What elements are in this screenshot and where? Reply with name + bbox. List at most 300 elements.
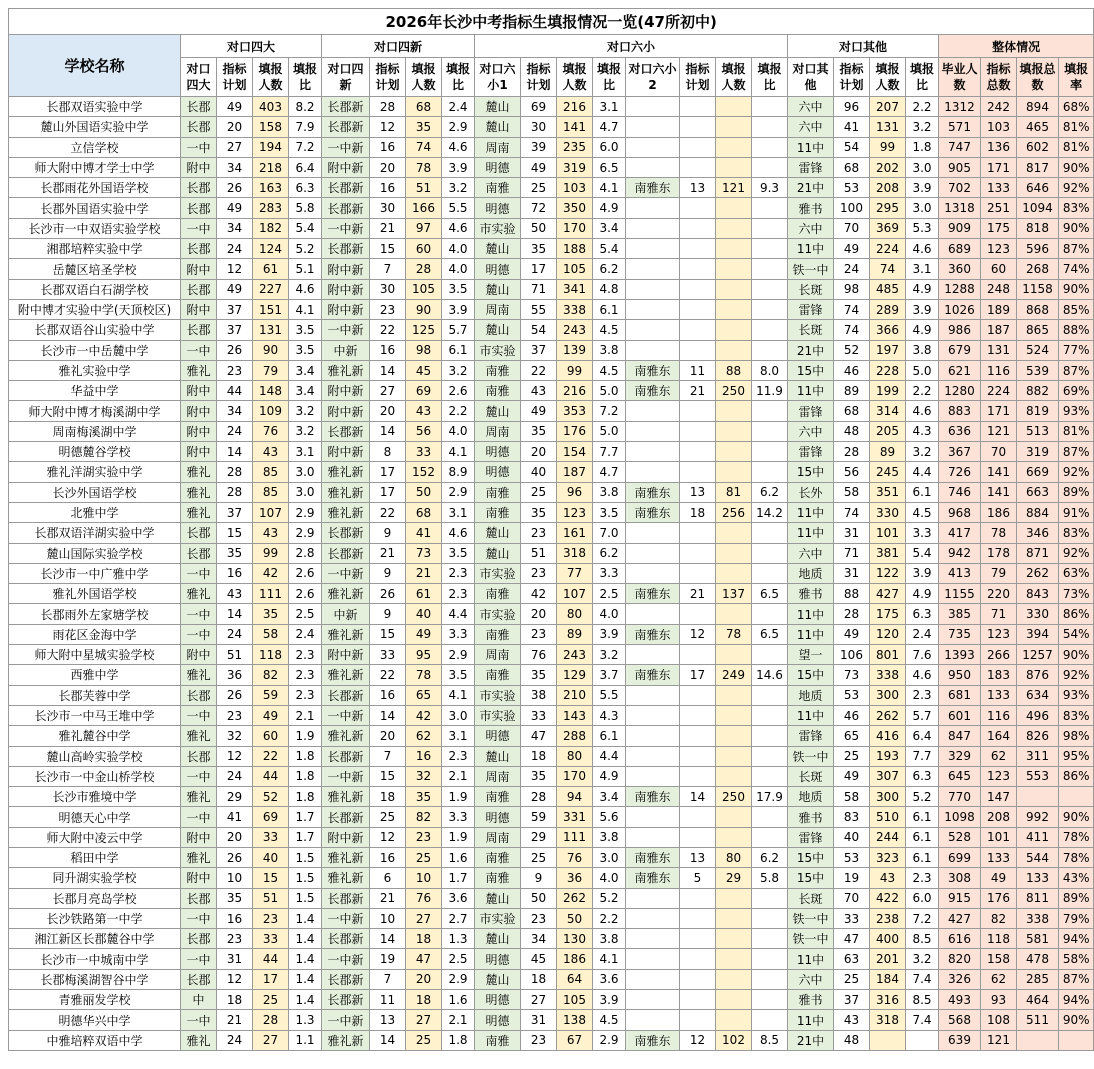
table-cell: 4.1 — [593, 949, 626, 969]
table-cell: 224 — [870, 239, 906, 259]
table-cell: 11中 — [788, 523, 834, 543]
table-cell: 26 — [370, 584, 406, 604]
table-cell — [716, 908, 752, 928]
table-cell: 12 — [680, 624, 716, 644]
table-cell: 3.0 — [289, 482, 322, 502]
table-cell: 46 — [834, 360, 870, 380]
table-cell: 218 — [253, 157, 289, 177]
table-cell: 7 — [370, 969, 406, 989]
table-cell: 麓山 — [475, 239, 521, 259]
table-cell: 93% — [1059, 685, 1094, 705]
table-cell: 附中新 — [322, 259, 370, 279]
table-cell: 20 — [370, 401, 406, 421]
table-cell: 4.6 — [442, 137, 475, 157]
table-cell — [680, 766, 716, 786]
table-cell: 南雅 — [475, 1030, 521, 1050]
table-row — [9, 908, 1094, 928]
table-cell: 319 — [1017, 442, 1059, 462]
table-cell: 铁一中 — [788, 908, 834, 928]
table-cell: 224 — [981, 381, 1017, 401]
table-cell: 4.9 — [906, 320, 939, 340]
table-cell: 1318 — [939, 198, 981, 218]
table-cell: 3.5 — [442, 279, 475, 299]
table-cell: 28 — [834, 604, 870, 624]
table-cell: 长斑 — [788, 888, 834, 908]
column-header: 填报人数 — [870, 58, 906, 97]
table-cell: 124 — [253, 239, 289, 259]
table-cell: 33 — [370, 645, 406, 665]
table-cell: 4.6 — [906, 401, 939, 421]
table-cell: 明德 — [475, 462, 521, 482]
table-cell: 35 — [406, 787, 442, 807]
table-cell: 413 — [939, 563, 981, 583]
table-cell: 1280 — [939, 381, 981, 401]
table-cell: 5.2 — [289, 239, 322, 259]
table-cell: 12 — [370, 827, 406, 847]
table-cell — [680, 259, 716, 279]
table-cell: 136 — [981, 137, 1017, 157]
table-cell: 10 — [217, 868, 253, 888]
table-cell — [680, 969, 716, 989]
table-cell — [680, 1010, 716, 1030]
table-cell: 中新 — [322, 340, 370, 360]
table-cell: 54 — [521, 320, 557, 340]
table-cell: 663 — [1017, 482, 1059, 502]
table-cell: 235 — [557, 137, 593, 157]
table-cell: 4.9 — [906, 584, 939, 604]
table-row — [9, 279, 1094, 299]
table-cell: 2.1 — [289, 705, 322, 725]
table-cell: 69% — [1059, 381, 1094, 401]
table-cell: 164 — [981, 726, 1017, 746]
table-cell: 长斑 — [788, 320, 834, 340]
table-cell: 25 — [370, 807, 406, 827]
table-cell: 170 — [557, 766, 593, 786]
table-cell: 3.0 — [906, 198, 939, 218]
table-cell: 2.1 — [442, 1010, 475, 1030]
table-cell: 5.8 — [752, 868, 788, 888]
table-cell: 133 — [981, 847, 1017, 867]
table-cell: 26 — [217, 340, 253, 360]
table-cell: 市实验 — [475, 340, 521, 360]
table-cell: 附中新 — [322, 381, 370, 401]
table-cell: 28 — [253, 1010, 289, 1030]
table-cell: 770 — [939, 787, 981, 807]
table-cell: 49 — [406, 624, 442, 644]
table-cell: 96 — [834, 97, 870, 117]
table-cell: 71 — [981, 604, 1017, 624]
table-cell: 2.3 — [289, 645, 322, 665]
table-cell — [680, 746, 716, 766]
table-cell: 附中 — [181, 868, 217, 888]
table-cell: 14 — [370, 1030, 406, 1050]
table-cell: 702 — [939, 178, 981, 198]
table-cell: 17 — [370, 462, 406, 482]
group-header-other: 对口其他 — [788, 35, 939, 58]
table-cell — [716, 97, 752, 117]
table-cell: 雷锋 — [788, 442, 834, 462]
table-cell — [1017, 787, 1059, 807]
table-cell: 118 — [981, 929, 1017, 949]
table-cell: 4.9 — [593, 198, 626, 218]
table-cell: 麓山 — [475, 279, 521, 299]
table-cell: 3.3 — [442, 624, 475, 644]
table-cell: 186 — [981, 502, 1017, 522]
table-cell: 986 — [939, 320, 981, 340]
table-cell: 123 — [557, 502, 593, 522]
table-cell: 南雅 — [475, 868, 521, 888]
table-cell: 明德 — [475, 1010, 521, 1030]
table-cell — [626, 157, 680, 177]
table-cell: 一中 — [181, 340, 217, 360]
school-name-cell: 长郡双语白石湖学校 — [9, 279, 181, 299]
table-cell: 5.7 — [442, 320, 475, 340]
table-cell — [626, 198, 680, 218]
table-cell: 163 — [253, 178, 289, 198]
table-row — [9, 259, 1094, 279]
table-cell: 43 — [521, 381, 557, 401]
table-cell: 22 — [370, 320, 406, 340]
school-name-cell: 长沙市雅境中学 — [9, 787, 181, 807]
table-cell: 雅书 — [788, 807, 834, 827]
table-cell: 麓山 — [475, 888, 521, 908]
table-cell: 31 — [217, 949, 253, 969]
table-row — [9, 218, 1094, 238]
table-cell: 818 — [1017, 218, 1059, 238]
table-cell: 7.7 — [593, 442, 626, 462]
table-cell: 9 — [370, 604, 406, 624]
table-cell: 5.4 — [593, 239, 626, 259]
table-cell: 22 — [370, 502, 406, 522]
school-name-cell: 长郡双语谷山实验中学 — [9, 320, 181, 340]
school-name-cell: 明德天心中学 — [9, 807, 181, 827]
table-cell: 62 — [406, 726, 442, 746]
table-cell — [680, 462, 716, 482]
table-cell — [626, 766, 680, 786]
table-cell: 41 — [834, 117, 870, 137]
table-cell: 7 — [370, 746, 406, 766]
table-cell: 171 — [981, 401, 1017, 421]
table-cell: 14 — [370, 360, 406, 380]
table-cell: 2.9 — [289, 523, 322, 543]
table-cell: 116 — [981, 360, 1017, 380]
table-cell: 32 — [406, 766, 442, 786]
table-cell: 105 — [557, 990, 593, 1010]
table-cell: 附中 — [181, 381, 217, 401]
table-cell: 141 — [981, 482, 1017, 502]
table-cell: 附中新 — [322, 442, 370, 462]
table-cell: 26 — [217, 847, 253, 867]
table-cell: 6.4 — [289, 157, 322, 177]
table-cell: 长郡 — [181, 320, 217, 340]
table-cell: 55 — [521, 299, 557, 319]
table-cell: 197 — [870, 340, 906, 360]
table-cell: 65 — [406, 685, 442, 705]
table-cell: 附中新 — [322, 401, 370, 421]
table-cell — [626, 137, 680, 157]
page-title: 2026年长沙中考指标生填报情况一览(47所初中) — [9, 9, 1094, 35]
table-cell: 346 — [1017, 523, 1059, 543]
table-cell: 81 — [716, 482, 752, 502]
table-cell — [752, 279, 788, 299]
table-cell: 49 — [253, 705, 289, 725]
table-cell: 3.8 — [593, 340, 626, 360]
table-cell: 41 — [406, 523, 442, 543]
table-cell: 长外 — [788, 482, 834, 502]
school-name-cell: 长沙市一中城南中学 — [9, 949, 181, 969]
table-cell: 120 — [870, 624, 906, 644]
table-cell: 1288 — [939, 279, 981, 299]
school-name-cell: 长郡双语实验中学 — [9, 97, 181, 117]
table-cell: 长郡新 — [322, 929, 370, 949]
table-cell: 79% — [1059, 908, 1094, 928]
table-cell — [680, 299, 716, 319]
table-cell: 长郡新 — [322, 969, 370, 989]
table-cell: 79 — [981, 563, 1017, 583]
table-cell — [716, 523, 752, 543]
table-cell — [626, 543, 680, 563]
table-cell — [752, 97, 788, 117]
table-cell: 811 — [1017, 888, 1059, 908]
column-header: 填报人数 — [557, 58, 593, 97]
table-cell: 111 — [253, 584, 289, 604]
table-cell: 29 — [716, 868, 752, 888]
table-cell: 464 — [1017, 990, 1059, 1010]
table-cell: 2.2 — [906, 381, 939, 401]
table-cell: 1.8 — [289, 746, 322, 766]
table-cell: 1.4 — [289, 990, 322, 1010]
table-cell: 2.5 — [442, 949, 475, 969]
table-cell: 74 — [870, 259, 906, 279]
table-cell: 21中 — [788, 178, 834, 198]
table-cell — [752, 320, 788, 340]
table-cell: 9 — [370, 523, 406, 543]
table-cell: 9.3 — [752, 178, 788, 198]
table-cell: 5.8 — [289, 198, 322, 218]
table-cell — [626, 563, 680, 583]
table-cell: 1.9 — [442, 787, 475, 807]
table-cell: 南雅东 — [626, 847, 680, 867]
table-row — [9, 137, 1094, 157]
table-cell: 11中 — [788, 137, 834, 157]
table-cell: 81% — [1059, 117, 1094, 137]
table-cell: 138 — [557, 1010, 593, 1030]
table-row — [9, 787, 1094, 807]
table-cell: 3.9 — [593, 990, 626, 1010]
table-cell: 7.4 — [906, 1010, 939, 1030]
table-cell: 58 — [834, 787, 870, 807]
school-name-cell: 长郡雨外左家塘学校 — [9, 604, 181, 624]
table-cell: 2.2 — [442, 401, 475, 421]
table-cell — [716, 766, 752, 786]
table-cell — [752, 888, 788, 908]
group-header-sida: 对口四大 — [181, 35, 322, 58]
table-cell — [626, 340, 680, 360]
table-cell: 367 — [939, 442, 981, 462]
table-cell: 300 — [870, 787, 906, 807]
table-cell: 166 — [406, 198, 442, 218]
table-cell: 明德 — [475, 157, 521, 177]
table-row — [9, 340, 1094, 360]
table-cell: 市实验 — [475, 604, 521, 624]
school-name-cell: 长郡雨花外国语学校 — [9, 178, 181, 198]
table-cell: 一中新 — [322, 1010, 370, 1030]
table-cell: 74 — [834, 502, 870, 522]
table-row — [9, 563, 1094, 583]
school-name-cell: 长沙市一中马王堆中学 — [9, 705, 181, 725]
table-cell: 78 — [716, 624, 752, 644]
table-cell: 南雅东 — [626, 868, 680, 888]
table-cell — [626, 746, 680, 766]
table-cell — [626, 990, 680, 1010]
table-cell: 34 — [217, 157, 253, 177]
table-cell: 3.0 — [593, 847, 626, 867]
table-cell: 3.8 — [593, 929, 626, 949]
table-cell: 308 — [939, 868, 981, 888]
table-cell — [680, 97, 716, 117]
table-cell: 长郡 — [181, 929, 217, 949]
table-cell: 178 — [981, 543, 1017, 563]
table-cell: 23 — [217, 705, 253, 725]
table-cell: 51 — [253, 888, 289, 908]
table-cell: 15 — [370, 239, 406, 259]
table-cell: 194 — [253, 137, 289, 157]
table-cell: 雅礼新 — [322, 624, 370, 644]
table-cell: 一中新 — [322, 320, 370, 340]
school-name-cell: 湘江新区长郡麓谷中学 — [9, 929, 181, 949]
table-cell: 288 — [557, 726, 593, 746]
table-cell: 3.7 — [593, 665, 626, 685]
table-cell: 2.9 — [442, 645, 475, 665]
table-cell: 49 — [981, 868, 1017, 888]
table-cell: 3.9 — [593, 624, 626, 644]
table-cell — [716, 401, 752, 421]
table-cell — [626, 888, 680, 908]
table-cell — [752, 969, 788, 989]
table-cell: 133 — [1017, 868, 1059, 888]
table-cell: 314 — [870, 401, 906, 421]
table-cell: 雷锋 — [788, 299, 834, 319]
table-cell: 雅书 — [788, 584, 834, 604]
table-cell: 15中 — [788, 360, 834, 380]
table-cell: 53 — [834, 847, 870, 867]
table-cell: 25 — [834, 969, 870, 989]
table-cell: 170 — [557, 218, 593, 238]
table-cell: 3.1 — [289, 442, 322, 462]
table-cell: 94% — [1059, 990, 1094, 1010]
table-cell — [752, 157, 788, 177]
table-cell: 长郡新 — [322, 97, 370, 117]
table-cell: 90% — [1059, 1010, 1094, 1030]
table-cell: 148 — [253, 381, 289, 401]
table-cell: 4.0 — [593, 604, 626, 624]
table-cell: 3.2 — [289, 401, 322, 421]
school-name-cell: 岳麓区培圣学校 — [9, 259, 181, 279]
table-cell — [752, 563, 788, 583]
table-cell: 141 — [557, 117, 593, 137]
table-cell: 24 — [217, 239, 253, 259]
table-cell — [716, 218, 752, 238]
table-cell: 30 — [370, 279, 406, 299]
table-cell: 45 — [521, 949, 557, 969]
table-cell: 23 — [521, 624, 557, 644]
table-cell: 353 — [557, 401, 593, 421]
school-name-cell: 长沙外国语学校 — [9, 482, 181, 502]
table-cell: 11中 — [788, 381, 834, 401]
table-cell — [626, 645, 680, 665]
table-cell: 76 — [253, 421, 289, 441]
table-cell: 76 — [406, 888, 442, 908]
table-cell: 131 — [870, 117, 906, 137]
table-cell: 一中 — [181, 807, 217, 827]
table-cell: 95 — [406, 645, 442, 665]
table-row — [9, 299, 1094, 319]
table-cell: 184 — [870, 969, 906, 989]
table-cell: 15 — [370, 766, 406, 786]
table-cell: 63% — [1059, 563, 1094, 583]
table-cell: 88% — [1059, 320, 1094, 340]
table-cell: 18 — [521, 969, 557, 989]
table-cell: 地质 — [788, 563, 834, 583]
table-cell — [626, 97, 680, 117]
table-cell — [626, 685, 680, 705]
table-cell: 101 — [981, 827, 1017, 847]
column-header: 指标计划 — [680, 58, 716, 97]
table-cell: 3.8 — [906, 340, 939, 360]
table-cell: 568 — [939, 1010, 981, 1030]
table-cell: 长郡新 — [322, 685, 370, 705]
table-cell: 90% — [1059, 157, 1094, 177]
table-cell: 27 — [253, 1030, 289, 1050]
table-cell: 8.5 — [752, 1030, 788, 1050]
table-cell: 121 — [981, 421, 1017, 441]
table-cell — [626, 218, 680, 238]
table-cell: 雅礼 — [181, 1030, 217, 1050]
table-cell: 长郡新 — [322, 807, 370, 827]
table-cell: 15 — [370, 624, 406, 644]
table-cell: 附中 — [181, 401, 217, 421]
table-cell: 6.0 — [593, 137, 626, 157]
table-cell: 27 — [370, 381, 406, 401]
table-cell: 220 — [981, 584, 1017, 604]
table-cell: 105 — [406, 279, 442, 299]
table-cell: 4.0 — [442, 421, 475, 441]
table-cell: 86% — [1059, 766, 1094, 786]
table-cell: 62 — [981, 969, 1017, 989]
table-cell: 49 — [521, 401, 557, 421]
table-cell: 118 — [253, 645, 289, 665]
table-cell: 周南 — [475, 766, 521, 786]
school-name-cell: 长郡双语洋湖实验中学 — [9, 523, 181, 543]
table-cell: 32 — [217, 726, 253, 746]
table-cell — [752, 929, 788, 949]
table-cell: 3.2 — [906, 117, 939, 137]
table-cell: 1.8 — [906, 137, 939, 157]
table-cell: 205 — [870, 421, 906, 441]
table-cell — [716, 259, 752, 279]
table-cell: 262 — [870, 705, 906, 725]
table-cell: 6.1 — [906, 847, 939, 867]
table-cell: 3.9 — [906, 563, 939, 583]
table-cell: 78 — [406, 157, 442, 177]
table-cell: 319 — [557, 157, 593, 177]
table-cell: 4.6 — [906, 239, 939, 259]
table-cell: 5.2 — [906, 787, 939, 807]
table-cell — [680, 888, 716, 908]
table-cell: 109 — [253, 401, 289, 421]
table-cell: 87% — [1059, 442, 1094, 462]
table-cell: 市实验 — [475, 218, 521, 238]
